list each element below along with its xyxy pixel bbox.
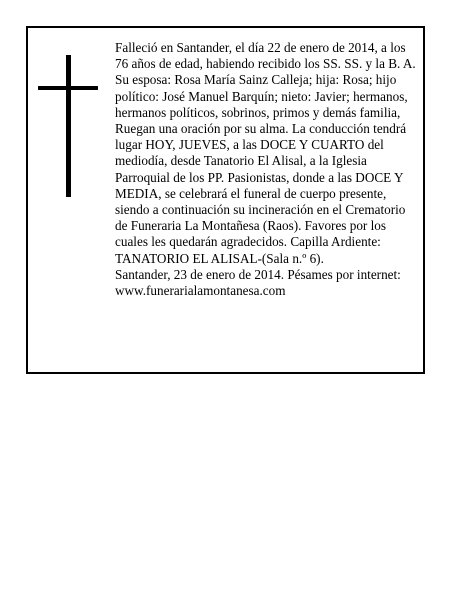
cross-vertical-bar (66, 55, 71, 197)
cross-horizontal-bar (38, 86, 98, 90)
obituary-notice (26, 26, 425, 374)
latin-cross-icon (38, 55, 98, 197)
notice-intro: Falleció en Santander, el día 22 de enero de 2014, a los 76 años de edad, habiendo recibido los SS. SS. y la B. A. (115, 40, 416, 72)
notice-family-and-ceremony: Su esposa: Rosa María Sainz Calleja; hija: Rosa; hijo político: José Manuel Barquín; nieto: Javier; hermanos, hermanos políticos, sobrinos, primos y demás familia, Ruegan una oración por su alma. La conducción tendrá lugar HOY, JUEVES, a las DOCE Y CUARTO del mediodía, desde Tanatorio El Alisal, a la Iglesia Parroquial de los PP. Pasionistas, donde a las DOCE Y MEDIA, se celebrará el funeral de cuerpo presente, siendo a continuación su incineración en el Crematorio de Funeraria La Montañesa (Raos). Favores por los cuales les quedarán agradecidos. Capilla Ardiente: TANATORIO EL ALISAL-(Sala n.º 6). (115, 72, 408, 266)
notice-text (115, 40, 417, 299)
notice-closing: Santander, 23 de enero de 2014. Pésames por internet: www.funerarialamontanesa.com (115, 266, 401, 299)
